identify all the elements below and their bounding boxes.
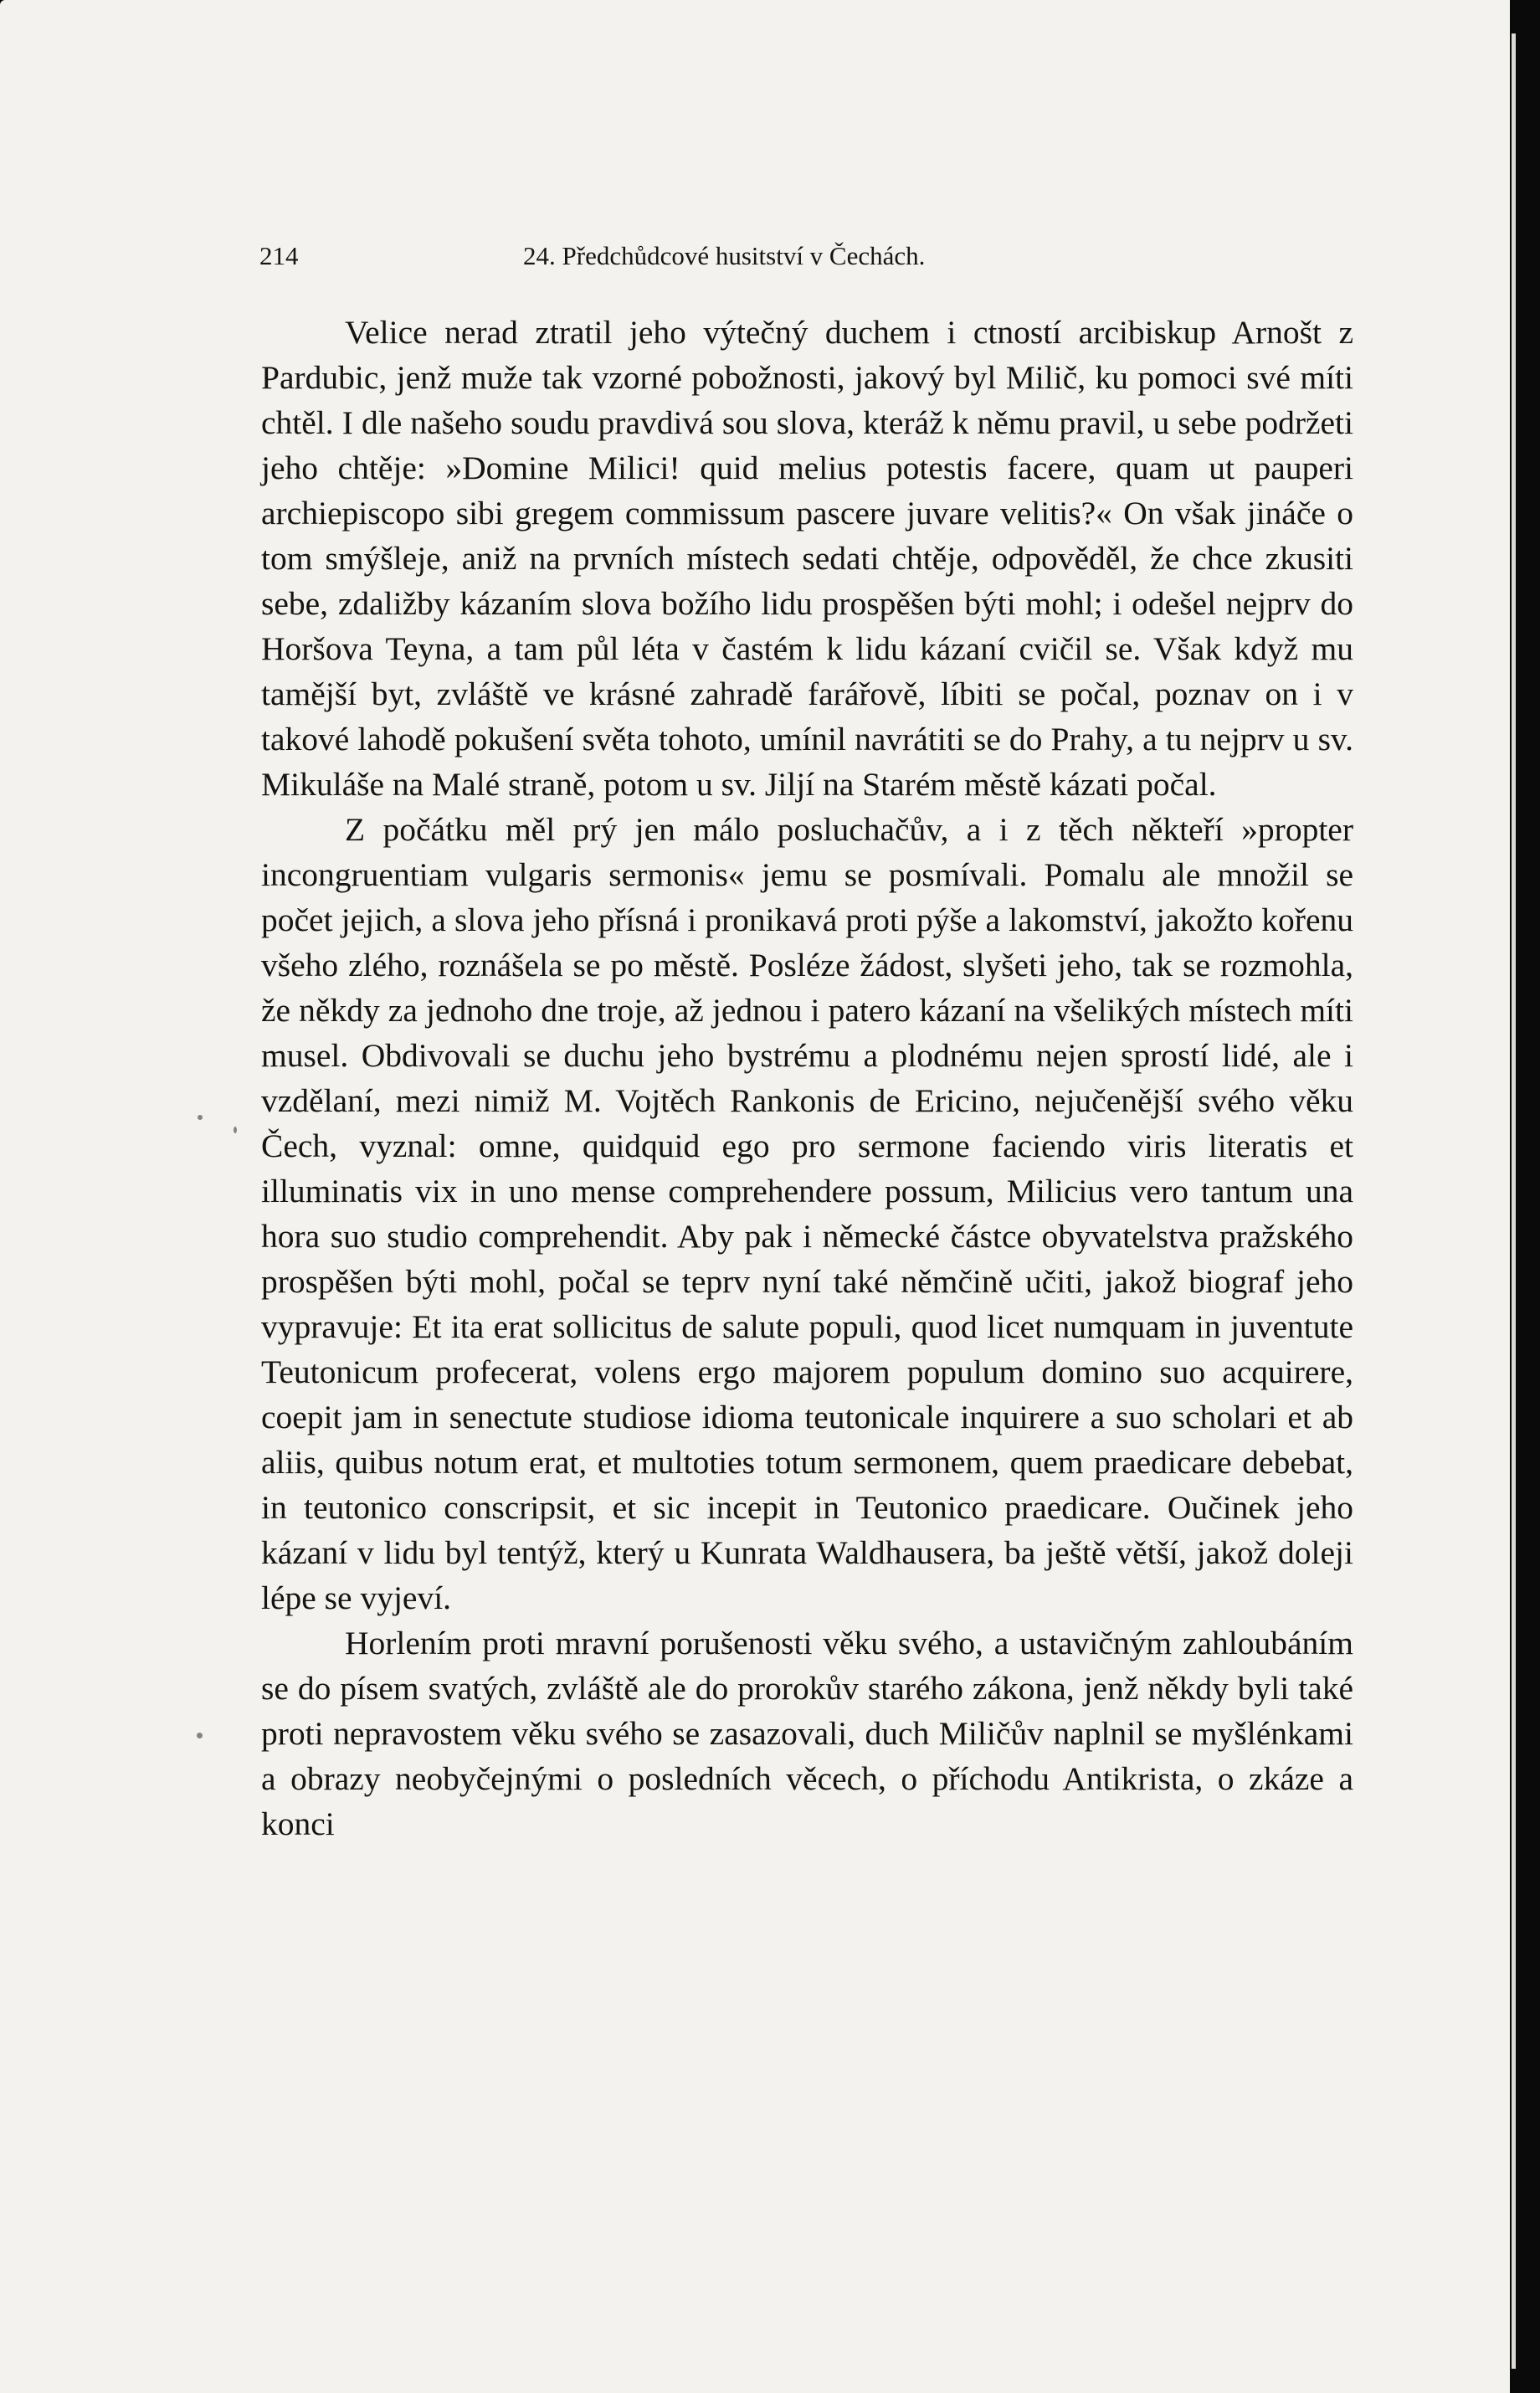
running-title: 24. Předchůdcové husitství v Čechách. [523, 241, 926, 270]
margin-smudge [234, 1127, 237, 1133]
paragraph-3: Horlením proti mravní porušenosti věku svého, a ustavičným zahloubáním se do písem svatých, zvláště ale do prorokův starého zákona, jenž někdy byli také proti nepravostem věku svého se zasazovali, duch Miličův naplnil se myšlénkami a obrazy neobyčejnými o posledních věcech, o příchodu Antikrista, o zkáze a konci [261, 1625, 1353, 1842]
body-text [261, 310, 1353, 1846]
margin-smudge [197, 1733, 203, 1738]
page-number: 214 [259, 241, 299, 270]
page-header [259, 241, 1356, 283]
page-edge [1512, 33, 1516, 2369]
paragraph-2: Z počátku měl prý jen málo posluchačův, a i z těch někteří »propter incongruentiam vulgaris sermonis« jemu se posmívali. Pomalu ale množil se počet jejich, a slova jeho přísná i pronikavá proti pýše a lakomství, jakožto kořenu všeho zlého, roznášela se po městě. Posléze žádost, slyšeti jeho, tak se rozmohla, že někdy za jednoho dne troje, až jednou i patero kázaní na všelikých místech míti musel. Obdivovali se duchu jeho bystrému a plodnému nejen sprostí lidé, ale i vzdělaní, mezi nimiž M. Vojtěch Rankonis de Ericino, nejučenější svého věku Čech, vyznal: omne, quidquid ego pro sermone faciendo viris literatis et illuminatis vix in uno mense comprehendere possum, Milicius vero tantum una hora suo studio comprehendit. Aby pak i německé částce obyvatelstva pražského prospěšen býti mohl, počal se teprv nyní také němčině učiti, jakož biograf jeho vypravuje: Et ita erat sollicitus de salute populi, quod licet numquam in juventute Teutonicum profecerat, volens ergo majorem populum domino suo acquirere, coepit jam in senectute studiose idioma teutonicale inquirere a suo scholari et ab aliis, quibus notum erat, et multoties totum sermonem, quem praedicare debebat, in teutonico conscripsit, et sic incepit in Teutonico praedicare. Oučinek jeho kázaní v lidu byl tentýž, který u Kunrata Waldhausera, ba ještě větší, jakož doleji lépe se vyjeví. [261, 811, 1353, 1616]
margin-smudge [198, 1115, 203, 1120]
paragraph-1: Velice nerad ztratil jeho výtečný duchem i ctností arcibiskup Arnošt z Pardubic, jenž muže tak vzorné pobožnosti, jakový byl Milič, ku pomoci své míti chtěl. I dle našeho soudu pravdivá sou slova, kteráž k němu pravil, u sebe podržeti jeho chtěje: »Domine Milici! quid melius potestis facere, quam ut pauperi archiepiscopo sibi gregem commissum pascere juvare velitis?« On však jináče o tom smýšleje, aniž na prvních místech sedati chtěje, odpověděl, že chce zkusiti sebe, zdaližby kázaním slova božího lidu prospěšen býti mohl; i odešel nejprv do Horšova Teyna, a tam půl léta v častém k lidu kázaní cvičil se. Však když mu tamější byt, zvláště ve krásné zahradě farářově, líbiti se počal, poznav on i v takové lahodě pokušení světa tohoto, umínil navrátiti se do Prahy, a tu nejprv u sv. Mikuláše na Malé straně, potom u sv. Jiljí na Starém městě kázati počal. [261, 314, 1353, 803]
